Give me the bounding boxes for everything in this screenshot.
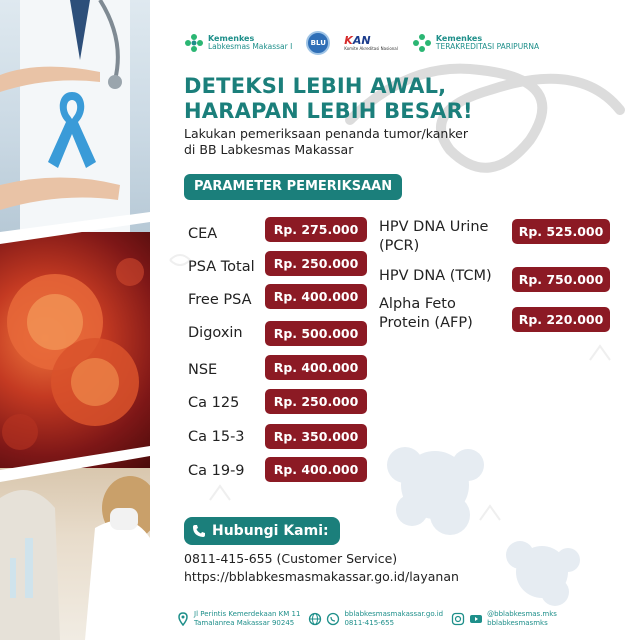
contact-heading — [184, 517, 340, 545]
subheadline — [184, 126, 504, 158]
globe-icon — [308, 612, 322, 626]
param-name-digoxin: Digoxin — [188, 325, 243, 341]
param-name-afp — [379, 295, 473, 333]
price-badge-hpv-urine: Rp. 525.000 — [512, 219, 610, 244]
param-name-hpv-tcm: HPV DNA (TCM) — [379, 268, 492, 284]
price-badge-ca-19-9: Rp. 400.000 — [265, 457, 367, 482]
contact-url-link[interactable]: https://bblabkesmasmakassar.go.id/layanan — [184, 569, 459, 584]
param-name-cea: CEA — [188, 226, 218, 242]
footer-website[interactable]: bblabkesmasmakassar.go.id — [344, 610, 444, 618]
section-title: PARAMETER PEMERIKSAAN — [184, 174, 402, 200]
kemenkes-name: Kemenkes — [208, 34, 255, 44]
accreditation-logo — [412, 33, 539, 53]
kan-prefix: K — [344, 34, 353, 48]
kemenkes-unit: Labkesmas Makassar I — [208, 42, 293, 52]
kan-logo — [344, 34, 398, 51]
price-badge-nse: Rp. 400.000 — [265, 355, 367, 380]
instagram-icon — [451, 612, 465, 626]
footer-address — [176, 610, 300, 628]
contact-phone[interactable]: 0811-415-655 (Customer Service) — [184, 551, 398, 566]
youtube-icon — [469, 612, 483, 626]
param-name-free-psa: Free PSA — [188, 292, 252, 308]
footer — [176, 604, 557, 634]
price-badge-ca-15-3: Rp. 350.000 — [265, 424, 367, 449]
param-name-ca-19-9: Ca 19-9 — [188, 463, 245, 479]
price-badge-free-psa: Rp. 400.000 — [265, 284, 367, 309]
price-badge-hpv-tcm: Rp. 750.000 — [512, 267, 610, 292]
param-name-hpv-urine-line-2: (PCR) — [379, 238, 420, 254]
photo-column — [0, 0, 150, 640]
param-name-ca-15-3: Ca 15-3 — [188, 429, 245, 445]
price-badge-cea: Rp. 275.000 — [265, 217, 367, 242]
whatsapp-icon — [326, 612, 340, 626]
headline — [184, 74, 473, 124]
param-name-hpv-urine — [379, 218, 488, 256]
price-badge-afp: Rp. 220.000 — [512, 307, 610, 332]
main-content — [150, 0, 640, 640]
blu-logo: BLU — [306, 31, 330, 55]
param-name-afp-line-2: Protein (AFP) — [379, 315, 473, 331]
kemenkes-logo — [184, 33, 292, 53]
lab-worker-photo — [0, 468, 150, 640]
price-badge-digoxin: Rp. 500.000 — [265, 321, 367, 346]
location-pin-icon — [176, 612, 190, 626]
footer-address-line-1: Jl Perintis Kemerdekaan KM 11 — [194, 610, 301, 618]
footer-address-line-2: Tamalanrea Makassar 90245 — [194, 619, 295, 627]
kan-subtitle: Komite Akreditasi Nasional — [344, 46, 398, 52]
headline-line-2: HARAPAN LEBIH BESAR! — [184, 99, 473, 123]
phone-icon — [192, 524, 206, 538]
param-name-nse: NSE — [188, 362, 218, 378]
param-name-afp-line-1: Alpha Feto — [379, 296, 456, 312]
cancer-cell-photo — [0, 232, 150, 468]
price-badge-ca-125: Rp. 250.000 — [265, 389, 367, 414]
param-name-ca-125: Ca 125 — [188, 395, 240, 411]
logo-row — [184, 26, 539, 60]
footer-social — [451, 610, 557, 628]
param-name-psa-total: PSA Total — [188, 259, 255, 275]
footer-web-contact — [308, 610, 443, 628]
accredited-sub: TERAKREDITASI PARIPURNA — [435, 42, 540, 52]
contact-title: Hubungi Kami: — [212, 523, 329, 539]
subheadline-line-2: di BB Labkesmas Makassar — [184, 142, 354, 157]
headline-line-1: DETEKSI LEBIH AWAL, — [184, 74, 447, 98]
kan-main: AN — [352, 34, 371, 48]
price-badge-psa-total: Rp. 250.000 — [265, 251, 367, 276]
footer-whatsapp[interactable]: 0811-415-655 — [344, 619, 395, 627]
footer-instagram-handle[interactable]: @bblabkesmas.mks — [487, 610, 557, 618]
param-name-hpv-urine-line-1: HPV DNA Urine — [379, 219, 489, 235]
kemenkes-emblem-icon — [184, 33, 204, 53]
footer-youtube-handle[interactable]: bblabkesmasmks — [487, 619, 548, 627]
subheadline-line-1: Lakukan pemeriksaan penanda tumor/kanker — [184, 126, 468, 141]
accreditation-emblem-icon — [412, 33, 432, 53]
accredited-name: Kemenkes — [435, 34, 483, 44]
doctor-ribbon-photo — [0, 0, 150, 232]
